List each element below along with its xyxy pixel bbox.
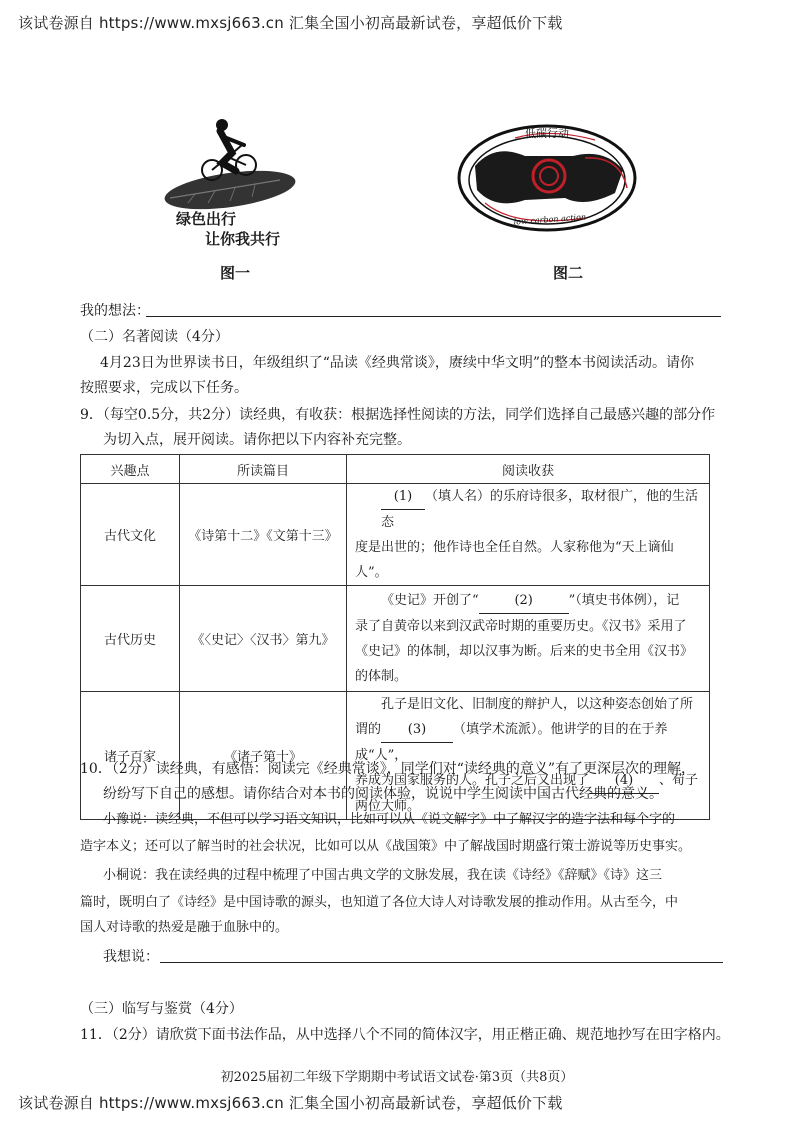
xiaoyu-line1: 小豫说：读经典，不但可以学习语文知识，比如可以从《说文解字》中了解汉字的造字法和每个字的 bbox=[103, 812, 676, 827]
i-think-label: 我想说： bbox=[103, 949, 159, 965]
table-header-interest: 兴趣点 bbox=[81, 455, 180, 484]
figure1-slogan-line1: 绿色出行 bbox=[176, 210, 237, 228]
row2-interest: 古代历史 bbox=[81, 586, 180, 692]
row3-gain-line2: （填学术流派）。他讲学的目的在于养成“人”， bbox=[355, 722, 668, 763]
xiaoyu-line2: 造字本义；还可以了解当时的社会状况，比如可以从《战国策》中了解战国时期盛行策士游说等历史事实。 bbox=[80, 839, 692, 854]
q9-line2: 为切入点，展开阅读。请你把以下内容补充完整。 bbox=[103, 432, 411, 448]
q10-line1: 10．（2分）读经典，有感悟：阅读完《经典常谈》，同学们对“读经典的意义”有了更深层次的理解， bbox=[80, 761, 696, 777]
section2-heading: （二）名著阅读（4分） bbox=[80, 329, 229, 345]
table-row bbox=[81, 586, 710, 692]
my-idea-label: 我的想法： bbox=[80, 303, 150, 319]
table-row bbox=[81, 484, 710, 586]
xiaotong-line3: 国人对诗歌的热爱是融于血脉中的。 bbox=[80, 920, 289, 935]
blank-2[interactable]: (2) bbox=[479, 588, 569, 614]
row3-gain-line4: 两位大师。 bbox=[355, 799, 421, 814]
row3-gain-prefix: 谓的 bbox=[355, 722, 382, 737]
i-think-answer-line[interactable] bbox=[160, 962, 723, 963]
section2-intro-line1: 4月23日为世界读书日，年级组织了“品读《经典常谈》，赓续中华文明”的整本书阅读活动。请你 bbox=[100, 355, 695, 371]
row2-gain-line3: 《史记》的体制，却以汉事为断。后来的史书全用《汉书》 bbox=[355, 644, 694, 659]
row2-chapter: 《〈史记〉〈汉书〉第九》 bbox=[180, 586, 347, 692]
source-banner-top: 该试卷源自 https://www.mxsj663.cn 汇集全国小初高最新试卷，享超低价下载 bbox=[18, 14, 563, 32]
figure1-caption: 图一 bbox=[220, 264, 251, 282]
row2-gain-line1: ”（填史书体例），记 bbox=[568, 593, 680, 608]
row1-chapter: 《诗第十二》《文第十三》 bbox=[180, 484, 347, 586]
row2-gain-line2: 录了自黄帝以来到汉武帝时期的重要历史。《汉书》采用了 bbox=[355, 619, 687, 634]
section2-intro-line2: 按照要求，完成以下任务。 bbox=[80, 380, 248, 396]
figure-low-carbon-logo bbox=[455, 118, 645, 240]
row3-interest: 诸子百家 bbox=[81, 692, 180, 820]
row1-interest: 古代文化 bbox=[81, 484, 180, 586]
section3-heading: （三）临写与鉴赏（4分） bbox=[80, 1001, 243, 1017]
source-banner-bottom: 该试卷源自 https://www.mxsj663.cn 汇集全国小初高最新试卷，享超低价下载 bbox=[18, 1094, 563, 1112]
figure2-title-text: 低碳行动 bbox=[525, 127, 569, 140]
row3-gain-line3-prefix: 养成为国家服务的人。孔子之后又出现了 bbox=[355, 773, 590, 788]
xiaotong-line2: 篇时，既明白了《诗经》是中国诗歌的源头，也知道了各位大诗人对诗歌发展的推动作用。从古至今，中 bbox=[80, 895, 679, 910]
figure2-subtitle-text: low carbon action bbox=[513, 212, 587, 227]
figure2-caption: 图二 bbox=[553, 264, 584, 282]
figure1-slogan-line2: 让你我共行 bbox=[205, 230, 281, 248]
table-header-row bbox=[81, 455, 710, 484]
row3-gain-line3-suffix: 、荀子 bbox=[659, 773, 699, 788]
row3-chapter: 《诸子第十》 bbox=[180, 692, 347, 820]
blank-3[interactable]: (3) bbox=[381, 717, 453, 743]
row1-gain bbox=[347, 484, 710, 586]
figure-cyclist-leaf-illustration bbox=[160, 115, 310, 215]
row2-gain bbox=[347, 586, 710, 692]
q9-line1: 9．（每空0.5分，共2分）读经典，有收获：根据选择性阅读的方法，同学们选择自己最感兴趣的部分作 bbox=[80, 407, 716, 423]
table-header-chapter: 所读篇目 bbox=[180, 455, 347, 484]
row2-gain-prefix: 《史记》开创了“ bbox=[381, 593, 479, 608]
table-header-gain: 阅读收获 bbox=[347, 455, 710, 484]
q10-line2: 纷纷写下自己的感想。请你结合对本书的阅读体验，说说中学生阅读中国古代经典的意义。 bbox=[103, 786, 663, 802]
row2-gain-line4: 的体制。 bbox=[355, 669, 408, 684]
page-footer: 初2025届初二年级下学期期中考试语文试卷·第3页（共8页） bbox=[220, 1070, 574, 1085]
row1-gain-line2: 度是出世的；他作诗也全任自然。人家称他为“天上谪仙人”。 bbox=[355, 540, 674, 580]
my-idea-answer-line[interactable] bbox=[146, 316, 721, 317]
q11-text: 11．（2分）请欣赏下面书法作品，从中选择八个不同的简体汉字，用正楷正确、规范地抄写在田字格内。 bbox=[80, 1027, 730, 1043]
row3-gain-line1: 孔子是旧文化、旧制度的辩护人，以这种姿态创始了所 bbox=[381, 697, 694, 712]
xiaotong-line1: 小桐说：我在读经典的过程中梳理了中国古典文学的文脉发展，我在读《诗经》《辞赋》《诗》这三 bbox=[103, 868, 663, 883]
row1-gain-line1: （填人名）的乐府诗很多，取材很广，他的生活态 bbox=[381, 489, 699, 530]
blank-1[interactable]: (1) bbox=[381, 484, 425, 510]
blank-4[interactable]: (4) bbox=[589, 768, 659, 794]
